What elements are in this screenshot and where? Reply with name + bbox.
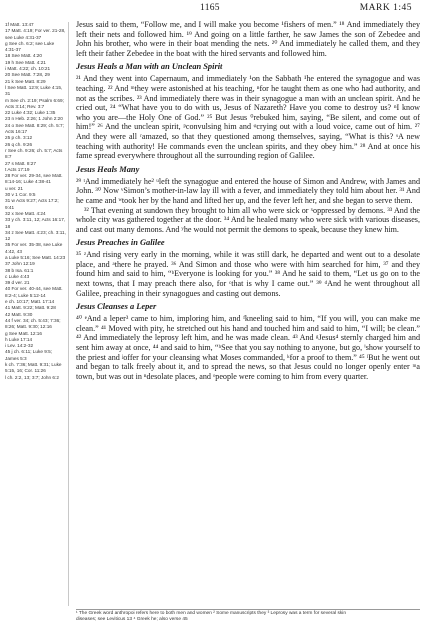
cross-reference: 27 s Matt. 8:27 — [5, 160, 37, 166]
cross-reference: c Luke 4:43 — [5, 273, 30, 279]
cross-reference: l See Matt. 12:9; Luke 4:15, 31 — [5, 84, 63, 97]
cross-reference: 22 Luke 4:32; Luke 1:35 — [5, 110, 56, 116]
cross-reference: t Acts 17:19 — [5, 166, 30, 172]
cross-reference: 20 See Matt. 7:28, 29 — [5, 72, 50, 78]
cross-reference: i Lev. 14:2-32 — [5, 343, 34, 349]
cross-reference: 26 q ch. 9:26 — [5, 141, 33, 147]
footnotes — [76, 609, 420, 623]
cross-reference: 21 k See Matt. 8:29 — [5, 78, 46, 84]
cross-reference: 39 d ver. 21 — [5, 280, 30, 286]
verse-paragraph: ²¹ And they went into Capernaum, and immediately ¹on the Sabbath ¹he entered the synagogue and was teaching. ²² And ᵐthey were astonished at his teaching, ⁿfor he taught them as one who had authority, and not as the scribes. ²³ And immediately there was in their synagogue a man with an unclean spirit. And he cried out, ²⁴ “What have you to do with us, Jesus of Nazareth? Have you come to destroy us? ⁿI know who you are—the Holy One of God.” ²⁵ But Jesus ⁰rebuked him, saying, “Be silent, and come out of him!” ²⁶ And the unclean spirit, ᵖconvulsing him and ᵠcrying out with a loud voice, came out of him. ²⁷ And they were all ʳamazed, so that they questioned among themselves, saying, “What is this? ˢA new teaching with authority! He commands even the unclean spirits, and they obey him.” ²⁸ And at once his fame spread everywhere throughout all the surrounding region of Galilee. — [76, 74, 420, 161]
cross-reference: 24 o See Matt. 8:29; ch. 5:7; Acts 16:17 — [5, 122, 64, 135]
cross-reference: h Luke 17:14 — [5, 336, 33, 342]
cross-reference: 1f Matt. 13:47 — [5, 22, 34, 27]
verse-paragraph: ³² That evening at sundown they brought to him all who were sick or ˣoppressed by demons. ³³ And the whole city was gathered together at the door. ³⁴ And he healed many who were sick with various diseases, and cast out many demons. And ʸhe would not permit the demons to speak, because they knew him. — [76, 205, 420, 234]
column-divider — [68, 22, 69, 606]
cross-reference: 42 Matt. 9:30 — [5, 311, 33, 317]
cross-reference: g See ch. 6:2; see Luke 4:31-37 — [5, 40, 55, 53]
cross-reference: r See ch. 9:26; ch. 5:7; Acts 8:7 — [5, 147, 63, 160]
cross-reference: 45 j ch. 6:11; Luke 9:5; James 5:3 — [5, 349, 53, 361]
cross-reference: a Luke 5:16; See Matt. 14:23 — [5, 254, 66, 260]
footnote-line: diseases; see Leviticus 13 ⁴ Greek he; also verse 45 — [76, 617, 188, 623]
cross-reference: 32 x See Matt. 4:24 — [5, 210, 46, 216]
cross-reference: 17 Matt. 4:19; For ver. 21-28, see Luke 4:31-37 — [5, 28, 66, 40]
scripture-text — [76, 20, 420, 610]
cross-reference: 40 For ver. 40-44, see Matt. 8:2-4; Luke 5:12-14 — [5, 286, 63, 298]
cross-reference: 37 John 12:19 — [5, 261, 35, 267]
cross-reference: 28 For ver. 29-34, see Matt. 8:14-16; Luke 4:38-41 — [5, 173, 63, 185]
cross-reference: 38 b Isa. 61:1 — [5, 267, 34, 273]
cross-reference: 41 Matt. 9:22; Matt. 9:28 — [5, 305, 56, 311]
page-number: 1165 — [200, 3, 220, 13]
section-heading: Jesus Heals a Man with an Unclean Spirit — [76, 62, 223, 72]
verse-paragraph: ⁴⁰ ᵉAnd a leper³ came to him, imploring him, and ᶠkneeling said to him, “If you will, you can make me clean.” ⁴¹ Moved with pity, he stretched out his hand and touched him and said to him, “I will; be clean.” ⁴² And immediately the leprosy left him, and he was made clean. ⁴³ And ᵍJesus⁴ sternly charged him and sent him away at once, ⁴⁴ and said to him, “ʰSee that you say nothing to anyone, but go, ⁱshow yourself to the priest and ʲoffer for your cleansing what Moses commanded, ᵏfor a proof to them.” ⁴⁵ ˡBut he went out and began to talk freely about it, and to spread the news, so that Jesus could no longer openly enter ᵐa town, but was out in ⁿdesolate places, and ᵒpeople were coming to him from every quarter. — [76, 314, 420, 381]
cross-reference: u ver. 21 — [5, 185, 23, 191]
cross-reference: 30 v 1 Cor. 9:5 — [5, 192, 36, 198]
cross-reference: l ch. 2:2, 13; 3:7; John 6:2 — [5, 374, 59, 380]
cross-reference: 25 p ch. 3:12 — [5, 135, 33, 141]
section-heading: Jesus Cleanses a Leper — [76, 302, 157, 312]
page-header — [0, 0, 426, 20]
cross-reference: 18 See Matt. 4:20 — [5, 53, 43, 59]
cross-reference: 19 h See Matt. 4:21 — [5, 59, 46, 65]
cross-reference: 31 w Acts 9:27; Acts 17:2; 9:41 — [5, 198, 59, 210]
verse-paragraph: ³⁵ ᶻAnd rising very early in the morning, while it was still dark, he departed and went out to a desolate place, and ᵃthere he prayed. ³⁶ And Simon and those who were with him searched for him, ³⁷ and they found him and said to him, “ᵇEveryone is looking for you.” ³⁸ And he said to them, “Let us go on to the next towns, that I may preach there also, for ᶜthat is why I came out.” ³⁹ ᵈAnd he went throughout all Galilee, preaching in their synagogues and casting out demons. — [76, 250, 420, 298]
footnote-line: ¹ The Greek word anthropoi refers here to both men and women ² Some manuscripts they ³ Leprosy was a term for several skin — [76, 611, 346, 616]
cross-reference: g See Matt. 12:16 — [5, 330, 43, 336]
cross-reference: m See ch. 2:19; Psalm 6:69; Acts 3:14; Rev. 3:7 — [5, 97, 64, 109]
cross-reference: 34 z See Matt. 4:23; ch. 3:11, 12 — [5, 229, 66, 242]
cross-reference: 33 y ch. 3:11, 12; Acts 16:17, 18 — [5, 217, 66, 229]
cross-reference: 35 For ver. 35-38, see Luke 4:42, 43 — [5, 242, 63, 254]
cross-reference: i Matt. 4:22; ch. 10:21 — [5, 66, 51, 72]
verse-paragraph: ²⁹ ᵗAnd immediately he² ᵘleft the synagogue and entered the house of Simon and Andrew, with James and John. ³⁰ Now ᵛSimon’s mother-in-law lay ill with a fever, and immediately they told him about her. ³¹ And he came and ʷtook her by the hand and lifted her up, and the fever left her, and she began to serve them. — [76, 176, 420, 205]
verse-paragraph: Jesus said to them, “Follow me, and I will make you become ¹fishers of men.” ¹⁸ And immediately they left their nets and followed him. ¹⁹ And going on a little farther, he saw James the son of Zebedee and John his brother, who were in their boat mending the nets. ²⁰ And immediately he called them, and they left their father Zebedee in the boat with the hired servants and followed him. — [76, 20, 420, 58]
section-heading: Jesus Heals Many — [76, 164, 140, 174]
cross-reference-column — [5, 22, 66, 612]
section-heading: Jesus Preaches in Galilee — [76, 238, 165, 248]
running-head: MARK 1:45 — [359, 3, 412, 13]
cross-reference: k ch. 7:36; Matt. 9:31; Luke 5:15, 16; Cor. 11:26 — [5, 362, 62, 374]
cross-reference: 44 f ver. 34; ch. 5:43; 7:36; 8:26; Matt. 9:30; 12:16 — [5, 317, 61, 330]
cross-reference: 23 n Heb. 2:26; 1 John 2:20 — [5, 116, 63, 122]
cross-reference: e ch. 10:17; Matt. 17:14 — [5, 299, 55, 305]
